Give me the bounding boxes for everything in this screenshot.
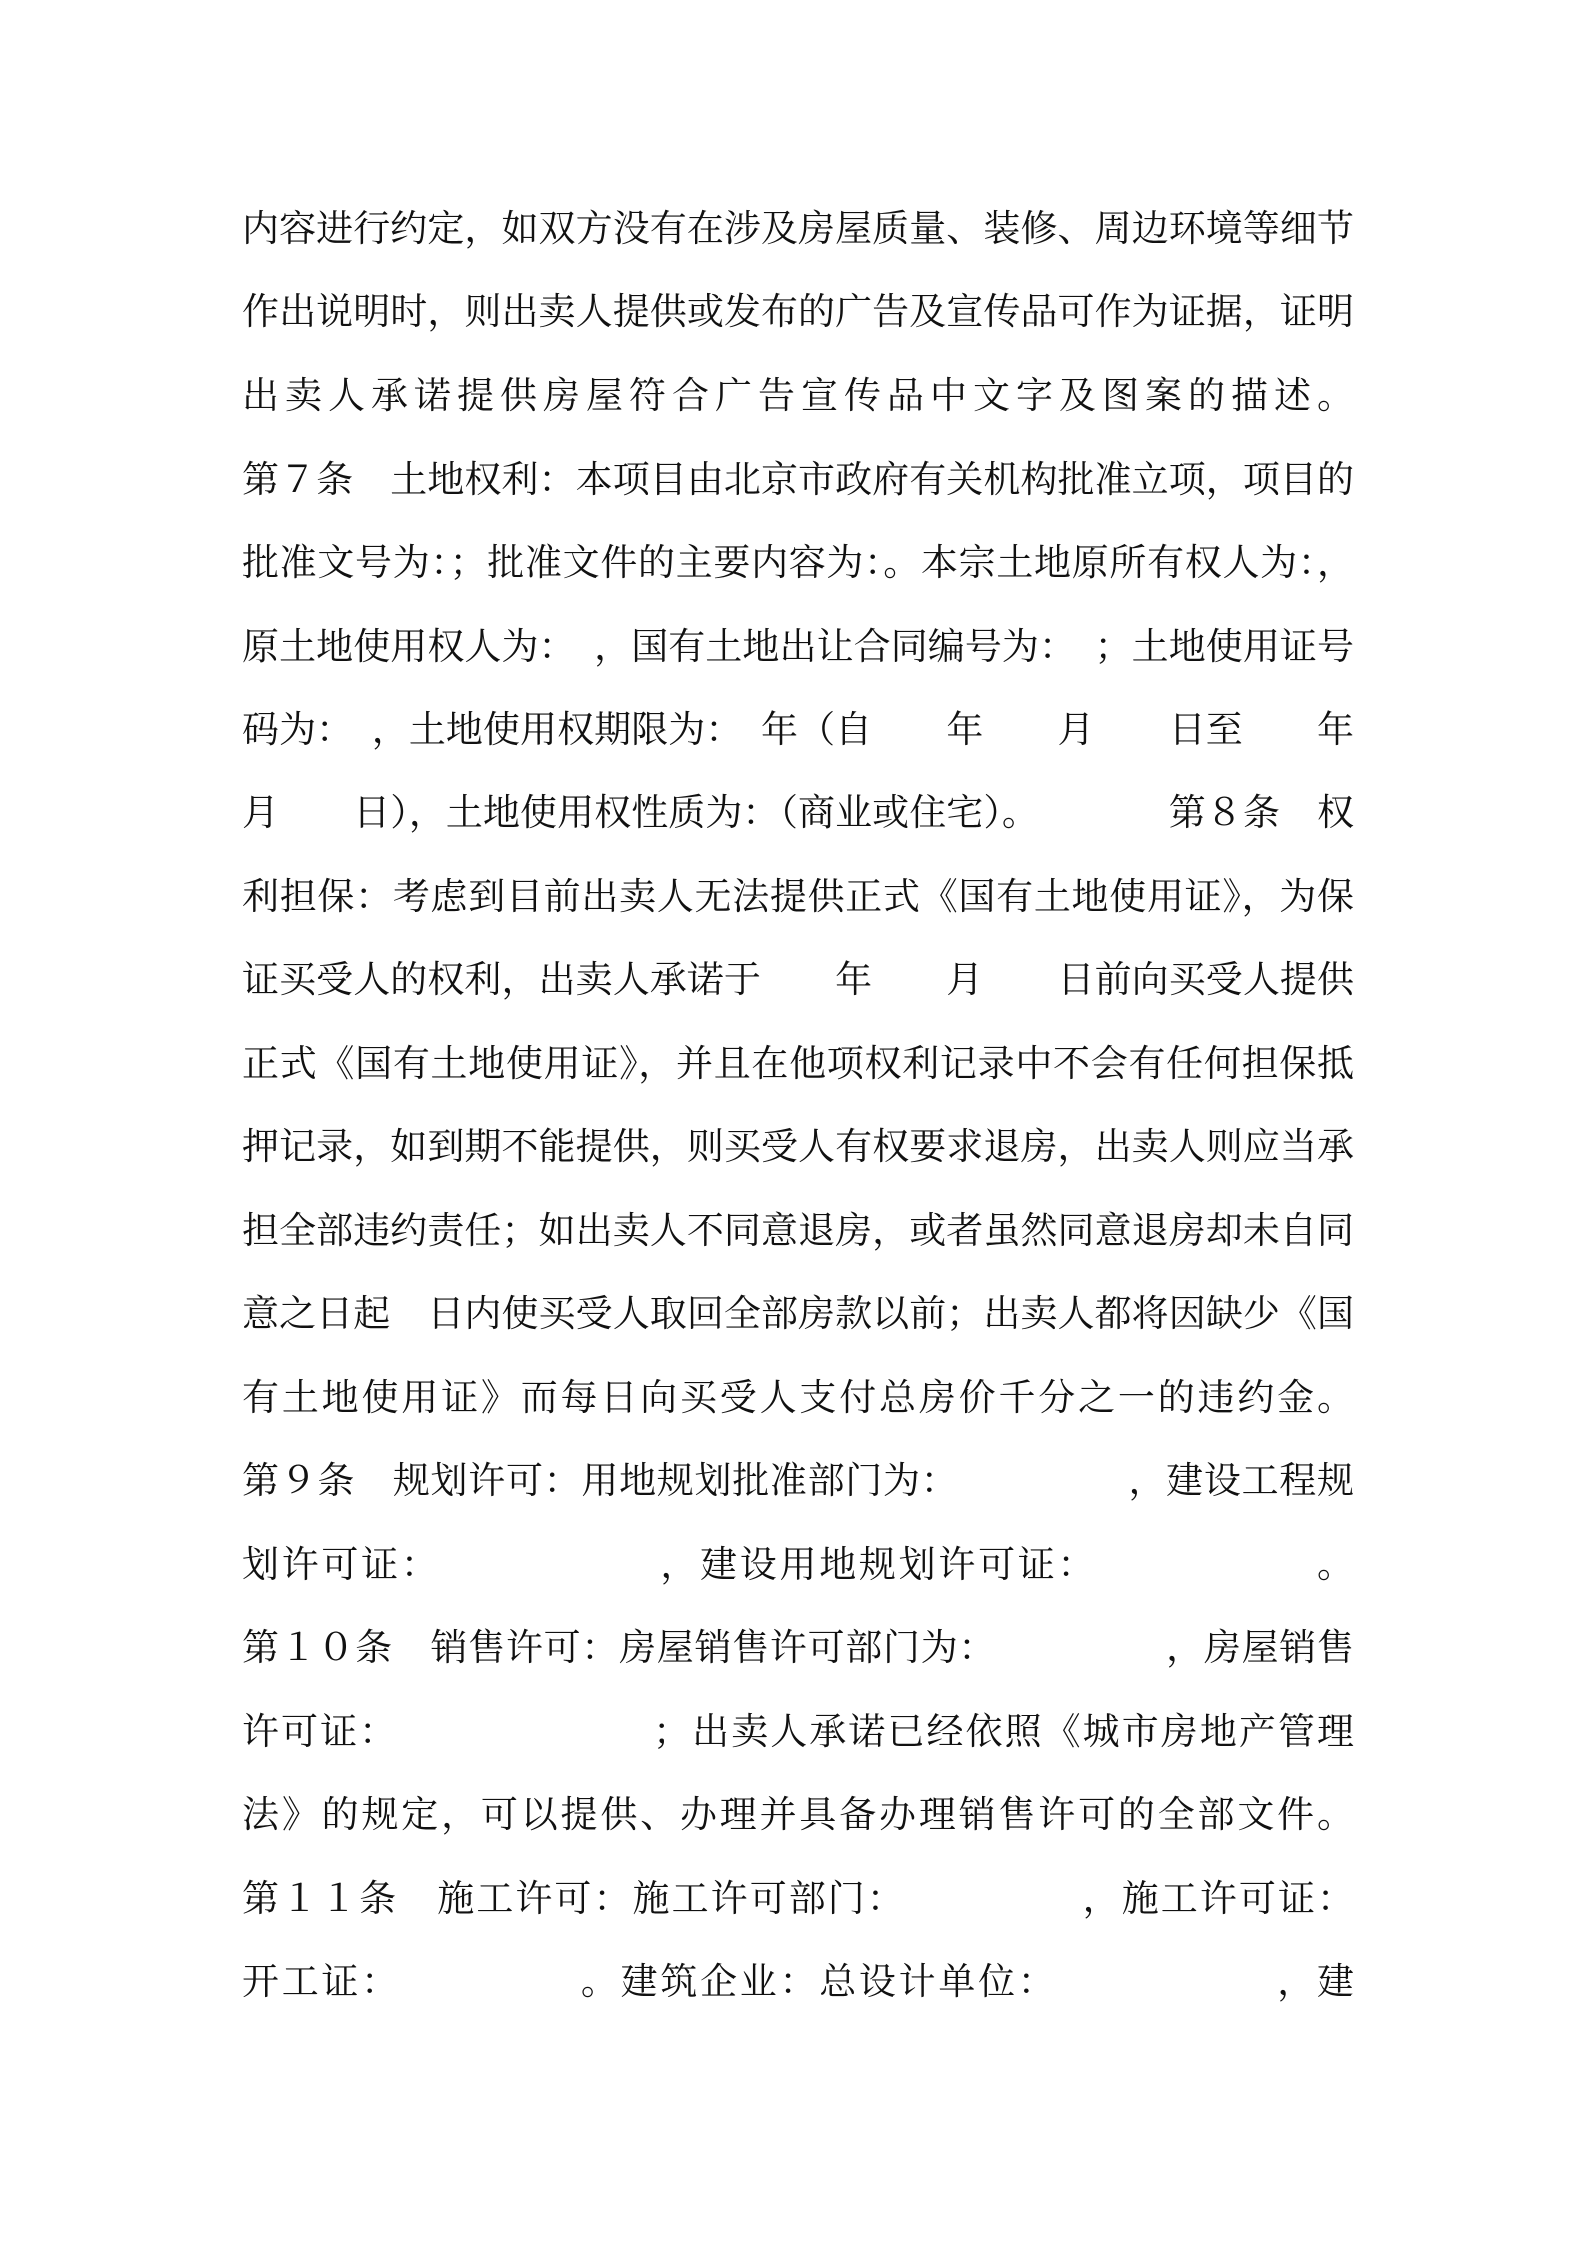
- text-line: 开工证： 。建筑企业：总设计单位： ，建: [242, 1960, 1354, 2003]
- text-line: 批准文号为：；批准文件的主要内容为：。本宗土地原所有权人为：，: [242, 541, 1354, 584]
- text-line: 作出说明时，则出卖人提供或发布的广告及宣传品可作为证据，证明: [242, 290, 1354, 333]
- text-line: 法》的规定，可以提供、办理并具备办理销售许可的全部文件。: [242, 1793, 1354, 1836]
- text-line: 第１１条 施工许可：施工许可部门： ，施工许可证：: [242, 1877, 1354, 1920]
- text-line: 月 日），土地使用权性质为：（商业或住宅）。 第８条 权: [242, 791, 1354, 834]
- text-line: 利担保：考虑到目前出卖人无法提供正式《国有土地使用证》，为保: [242, 875, 1354, 918]
- text-line: 划许可证： ，建设用地规划许可证： 。: [242, 1543, 1354, 1586]
- text-line: 原土地使用权人为： ，国有土地出让合同编号为： ；土地使用证号: [242, 625, 1354, 668]
- text-line: 担全部违约责任；如出卖人不同意退房，或者虽然同意退房却未自同: [242, 1209, 1354, 1252]
- text-line: 证买受人的权利，出卖人承诺于 年 月 日前向买受人提供: [242, 958, 1354, 1001]
- text-line: 意之日起 日内使买受人取回全部房款以前；出卖人都将因缺少《国: [242, 1292, 1354, 1335]
- text-line: 码为： ，土地使用权期限为： 年（自 年 月 日至 年: [242, 708, 1354, 751]
- text-line: 第７条 土地权利：本项目由北京市政府有关机构批准立项，项目的: [242, 458, 1354, 501]
- text-line: 押记录，如到期不能提供，则买受人有权要求退房，出卖人则应当承: [242, 1125, 1354, 1168]
- text-line: 有土地使用证》而每日向买受人支付总房价千分之一的违约金。: [242, 1376, 1354, 1419]
- text-line: 正式《国有土地使用证》，并且在他项权利记录中不会有任何担保抵: [242, 1042, 1354, 1085]
- text-line: 出卖人承诺提供房屋符合广告宣传品中文字及图案的描述。: [242, 374, 1354, 417]
- text-line: 许可证： ；出卖人承诺已经依照《城市房地产管理: [242, 1710, 1354, 1753]
- text-line: 第９条 规划许可：用地规划批准部门为： ，建设工程规: [242, 1459, 1354, 1502]
- text-line: 内容进行约定，如双方没有在涉及房屋质量、装修、周边环境等细节: [242, 207, 1354, 250]
- text-line: 第１０条 销售许可：房屋销售许可部门为： ，房屋销售: [242, 1626, 1354, 1669]
